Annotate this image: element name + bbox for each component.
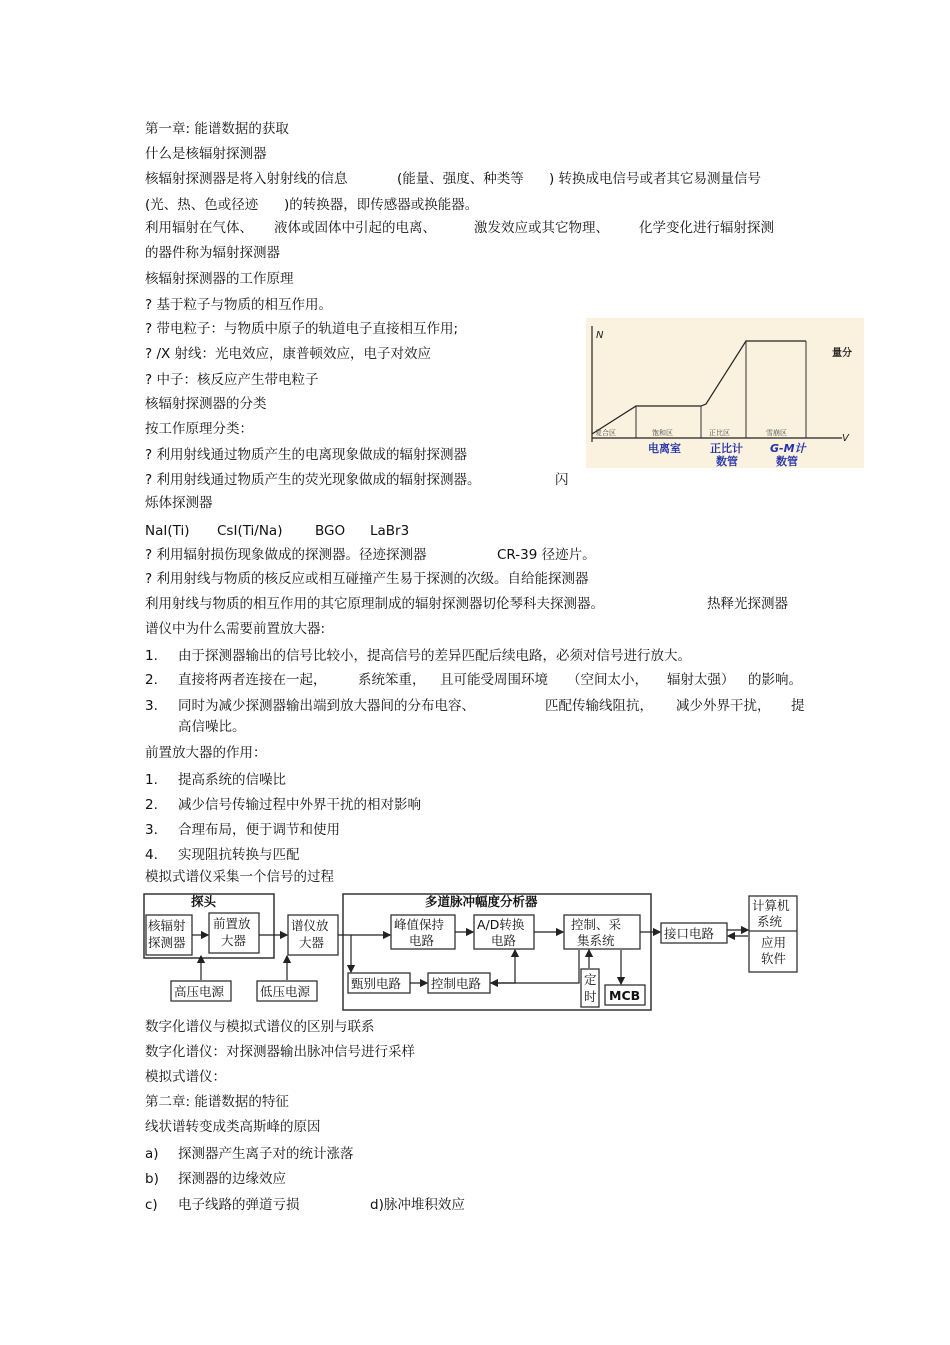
text-line: 利用辐射在气体、 (145, 220, 253, 236)
svg-text:电路: 电路 (409, 933, 435, 948)
label-gm-counter: 数管 (776, 455, 798, 468)
list-item: 减少外界干扰， (676, 698, 771, 714)
text-line: )的转换器，即传感器或换能器。 (284, 197, 479, 213)
list-item: 高信噪比。 (178, 719, 246, 735)
svg-text:电路: 电路 (491, 933, 517, 948)
svg-text:前置放: 前置放 (213, 916, 251, 931)
region-label-recombination: 复合区 (595, 429, 616, 437)
list-number: 3. (145, 698, 158, 714)
text-line: 模拟式谱仪： (145, 1069, 226, 1085)
svg-text:控制电路: 控制电路 (431, 976, 482, 991)
text-line: (光、热、色或径迹 (145, 197, 259, 213)
text-line: (能量、强度、种类等 (397, 171, 524, 187)
list-number: 1. (145, 772, 158, 788)
mca-title: 多道脉冲幅度分析器 (425, 894, 538, 909)
svg-text:大器: 大器 (221, 933, 247, 948)
heading-preamp-role: 前置放大器的作用： (145, 745, 267, 761)
list-item: 由于探测器输出的信号比较小，提高信号的差异匹配后续电路，必须对信号进行放大。 (178, 648, 691, 664)
right-label: 量分 (832, 348, 852, 359)
text-line: 的器件称为辐射探测器 (145, 245, 280, 261)
text-line: 烁体探测器 (145, 495, 213, 511)
svg-text:A/D转换: A/D转换 (477, 917, 525, 932)
text-line: 闪 (555, 472, 569, 488)
svg-text:甄别电路: 甄别电路 (351, 976, 402, 991)
list-item: d)脉冲堆积效应 (370, 1197, 465, 1213)
svg-text:探测器: 探测器 (148, 935, 186, 950)
heading-analog-process: 模拟式谱仪采集一个信号的过程 (145, 869, 334, 885)
svg-text:谱仪放: 谱仪放 (291, 918, 329, 933)
list-letter: a) (145, 1146, 159, 1162)
list-item: 同时为减少探测器输出端到放大器间的分布电容、 (178, 698, 475, 714)
list-letter: c) (145, 1197, 158, 1213)
bullet-item: ? /X 射线：光电效应，康普顿效应，电子对效应 (145, 346, 432, 362)
list-number: 2. (145, 672, 158, 688)
text-line: 激发效应或其它物理、 (474, 220, 609, 236)
text-line: 液体或固体中引起的电离、 (274, 220, 436, 236)
scintillator-name: CsI(Ti/Na) (217, 523, 283, 539)
text-line: CR-39 径迹片。 (497, 547, 596, 563)
svg-text:大器: 大器 (299, 935, 325, 950)
label-proportional-counter: 正比计 (710, 442, 743, 455)
list-item: 提高系统的信噪比 (178, 772, 286, 788)
detector-region-figure (586, 318, 864, 468)
svg-text:高压电源: 高压电源 (174, 984, 225, 999)
list-item: 探测器产生离子对的统计涨落 (178, 1146, 354, 1162)
list-item: 探测器的边缘效应 (178, 1171, 286, 1187)
bullet-item: ? 利用射线通过物质产生的电离现象做成的辐射探测器 (145, 447, 467, 463)
heading-what-is-detector: 什么是核辐射探测器 (145, 146, 267, 162)
heading-working-principle: 核辐射探测器的工作原理 (145, 271, 294, 287)
list-item: 匹配传输线阻抗， (545, 698, 653, 714)
list-item: （空间太小， (567, 672, 648, 688)
svg-text:控制、采: 控制、采 (571, 917, 622, 932)
label-gm-counter: G-M计 (770, 442, 806, 455)
text-line: 化学变化进行辐射探测 (639, 220, 774, 236)
bullet-item: ? 基于粒子与物质的相互作用。 (145, 297, 332, 313)
list-item: 实现阻抗转换与匹配 (178, 847, 300, 863)
bullet-item: ? 利用辐射损伤现象做成的探测器。径迹探测器 (145, 547, 427, 563)
svg-text:系统: 系统 (757, 914, 783, 929)
list-item: 提 (791, 698, 805, 714)
list-item: 电子线路的弹道亏损 (178, 1197, 300, 1213)
list-number: 4. (145, 847, 158, 863)
svg-text:峰值保持: 峰值保持 (394, 917, 445, 932)
response-curve (592, 341, 806, 434)
svg-text:应用: 应用 (761, 935, 787, 950)
svg-text:软件: 软件 (761, 951, 787, 966)
probe-title: 探头 (191, 894, 217, 909)
chapter2-title: 第二章: 能谱数据的特征 (145, 1094, 289, 1110)
scintillator-name: LaBr3 (370, 523, 410, 539)
chapter1-title: 第一章: 能谱数据的获取 (145, 121, 289, 137)
list-item: 且可能受周围环境 (440, 672, 548, 688)
bullet-item: ? 利用射线通过物质产生的荧光现象做成的辐射探测器。 (145, 472, 481, 488)
svg-text:集系统: 集系统 (577, 933, 615, 948)
bullet-item: ? 利用射线与物质的核反应或相互碰撞产生易于探测的次级。自给能探测器 (145, 571, 589, 587)
list-item: 合理布局，便于调节和使用 (178, 822, 340, 838)
text-line: 数字化谱仪：对探测器输出脉冲信号进行采样 (145, 1044, 415, 1060)
analog-spectrometer-diagram (143, 893, 803, 1011)
list-letter: b) (145, 1171, 159, 1187)
label-ion-chamber: 电离室 (648, 442, 681, 455)
svg-text:时: 时 (584, 989, 597, 1004)
region-label-proportional: 正比区 (709, 429, 730, 437)
bullet-item: ? 带电粒子：与物质中原子的轨道电子直接相互作用; (145, 321, 459, 337)
text-line: 按工作原理分类： (145, 421, 253, 437)
heading-why-preamp: 谱仪中为什么需要前置放大器: (145, 621, 326, 637)
list-item: 直接将两者连接在一起， (178, 672, 327, 688)
heading-classification: 核辐射探测器的分类 (145, 396, 267, 412)
label-proportional-counter: 数管 (716, 455, 738, 468)
text-line: 利用射线与物质的相互作用的其它原理制成的辐射探测器切伦琴科夫探测器。 (145, 596, 604, 612)
svg-text:定: 定 (584, 972, 597, 987)
list-item: 的影响。 (748, 672, 802, 688)
heading-gaussian-reasons: 线状谱转变成类高斯峰的原因 (145, 1119, 321, 1135)
list-item: 辐射太强） (667, 672, 735, 688)
scintillator-name: BGO (315, 523, 346, 539)
list-item: 减少信号传输过程中外界干扰的相对影响 (178, 797, 421, 813)
svg-text:计算机: 计算机 (752, 898, 790, 913)
text-line: ) 转换成电信号或者其它易测量信号 (549, 171, 762, 187)
svg-text:低压电源: 低压电源 (260, 984, 311, 999)
y-axis-label: N (596, 330, 604, 341)
bullet-item: ? 中子：核反应产生带电粒子 (145, 372, 319, 388)
x-axis-label: V (842, 433, 849, 444)
list-number: 2. (145, 797, 158, 813)
text-line: 热释光探测器 (707, 596, 788, 612)
list-item: 系统笨重， (358, 672, 426, 688)
svg-text:核辐射: 核辐射 (148, 918, 186, 933)
text-line: 核辐射探测器是将入射射线的信息 (145, 171, 348, 187)
svg-text:MCB: MCB (609, 988, 641, 1003)
list-number: 3. (145, 822, 158, 838)
list-number: 1. (145, 648, 158, 664)
region-label-avalanche: 雪崩区 (766, 429, 787, 437)
svg-text:接口电路: 接口电路 (664, 926, 715, 941)
scintillator-name: NaI(Ti) (145, 523, 190, 539)
heading-digital-vs-analog: 数字化谱仪与模拟式谱仪的区别与联系 (145, 1019, 375, 1035)
region-label-saturation: 饱和区 (652, 429, 673, 437)
